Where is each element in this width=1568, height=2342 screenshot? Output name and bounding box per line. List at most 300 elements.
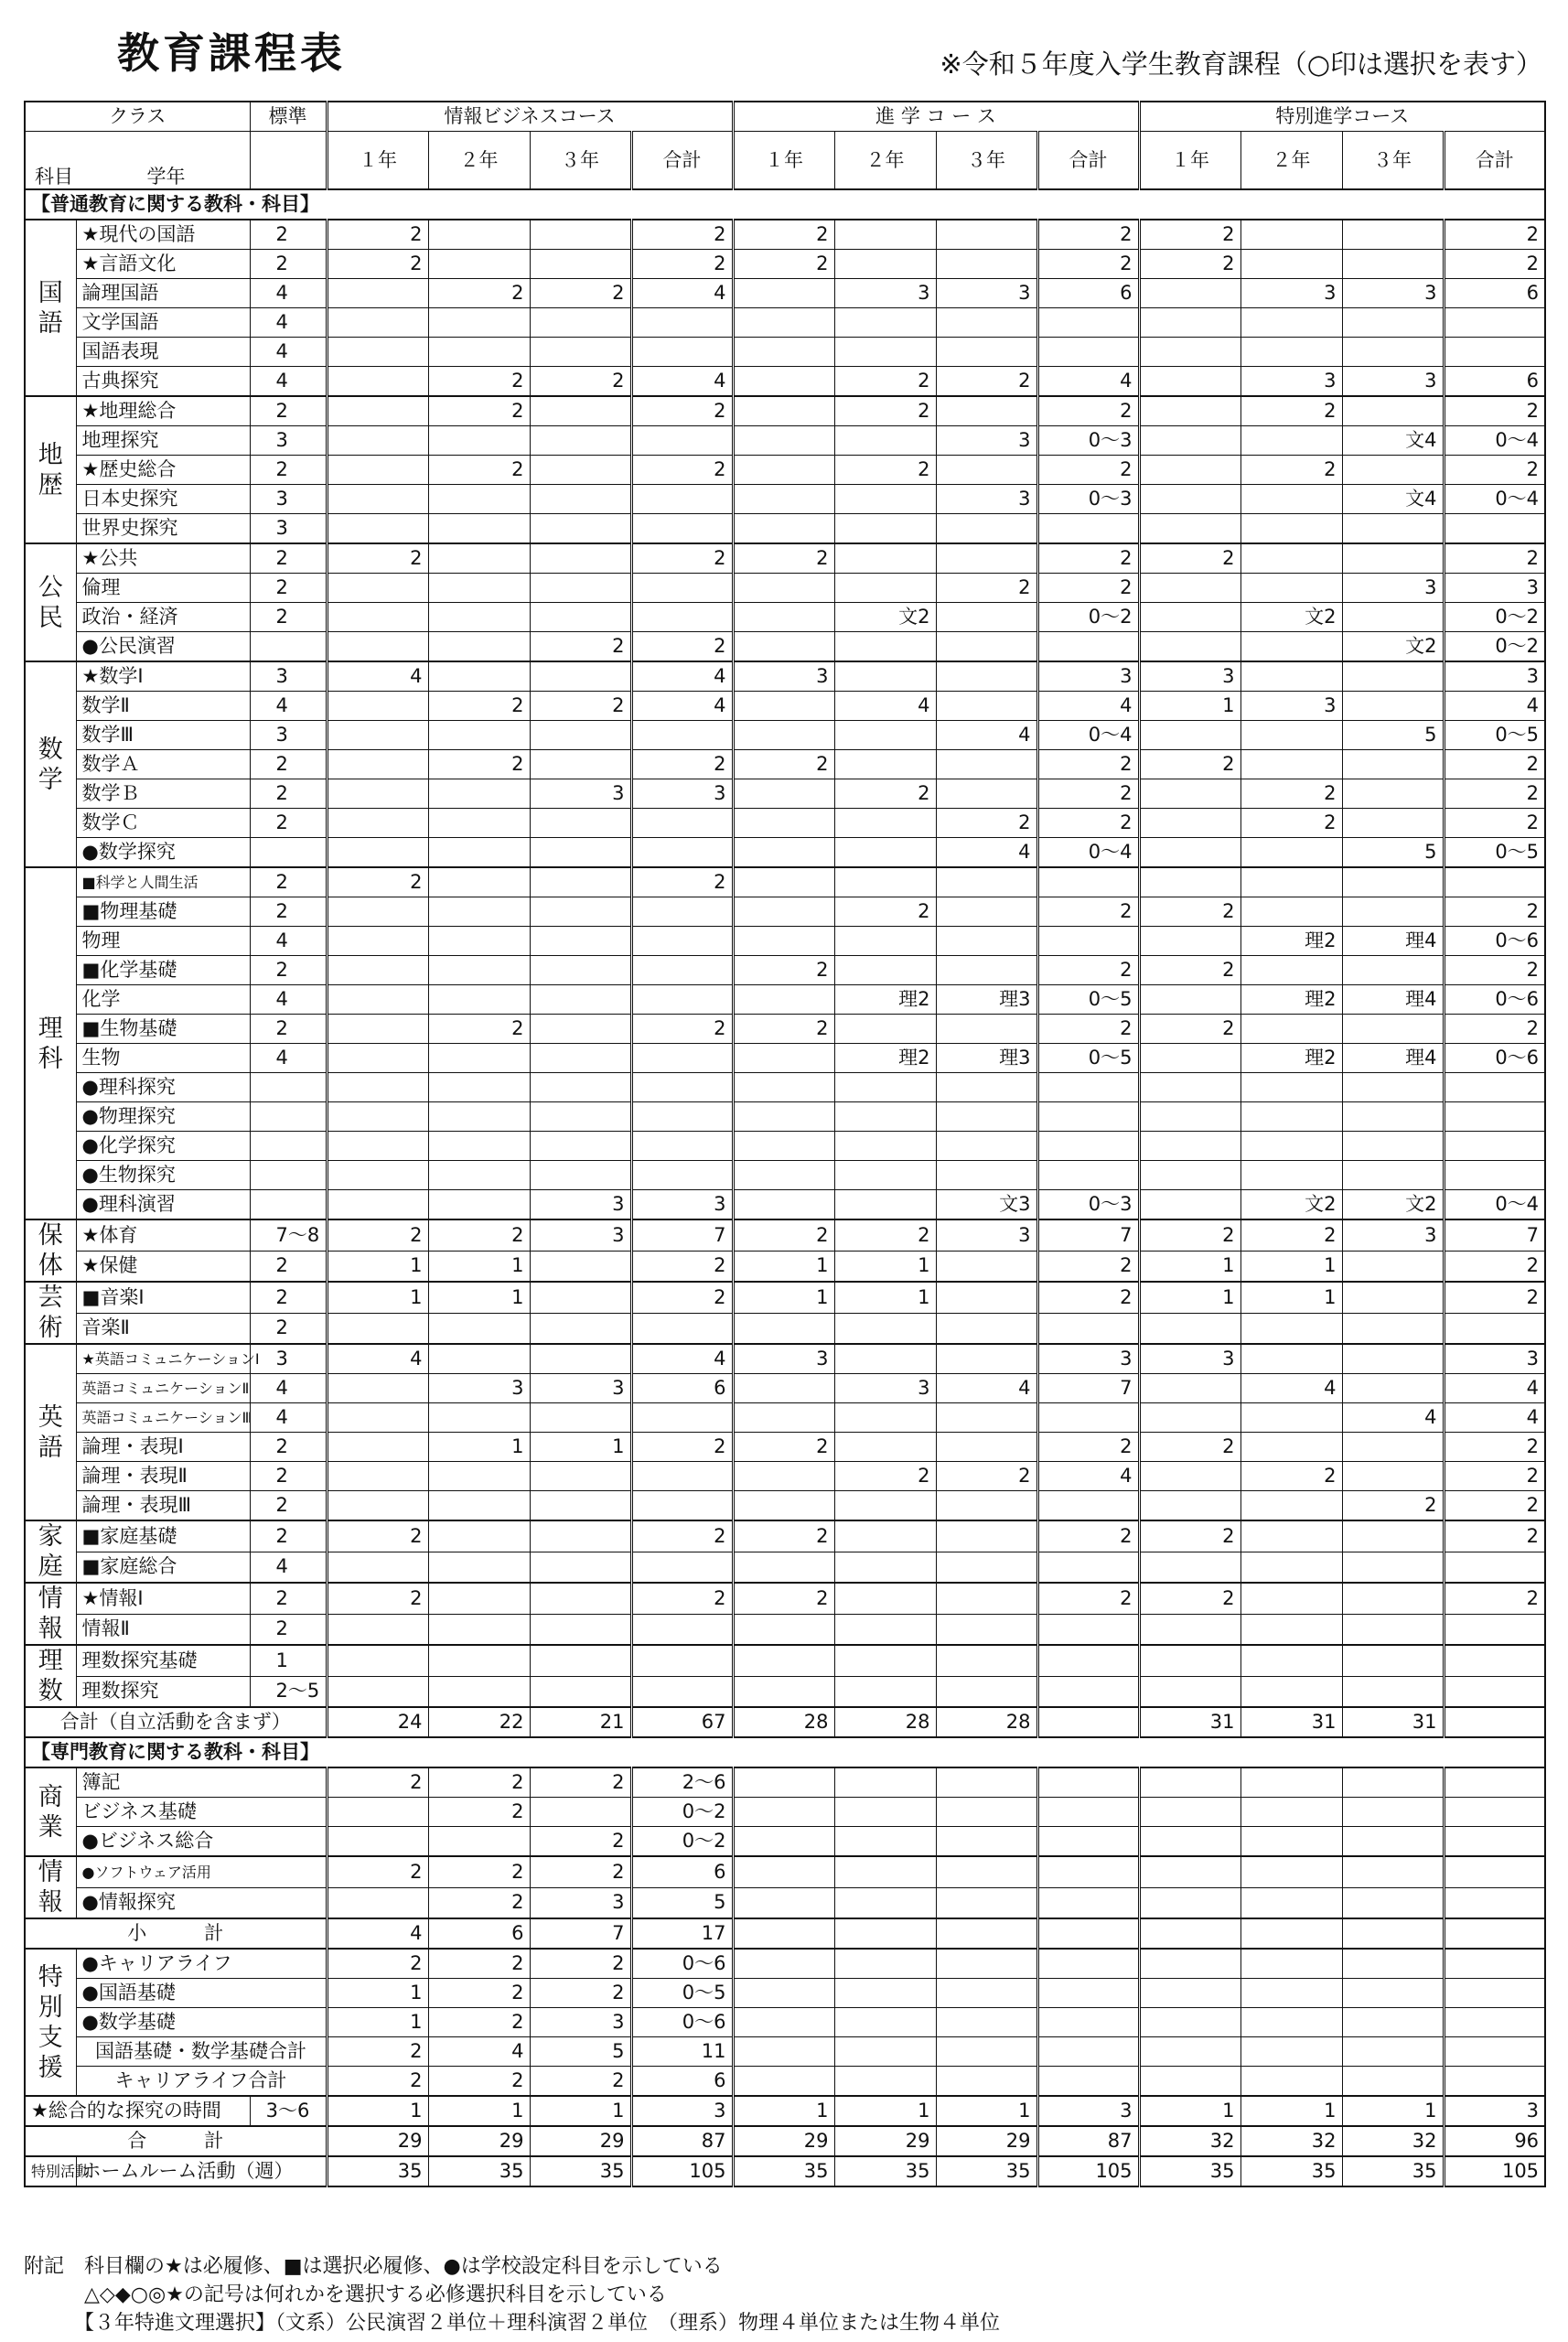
subject-row [25, 1491, 1545, 1521]
value-cell [428, 1520, 530, 1552]
subject-row [25, 1767, 1545, 1798]
empty-cell [1240, 1979, 1342, 2008]
value-cell: 2 [530, 1767, 631, 1798]
value-cell: 2 [1139, 750, 1240, 779]
value-cell: 2 [327, 1520, 428, 1552]
value-cell: 2 [631, 1520, 733, 1552]
value-cell [1037, 1403, 1139, 1433]
value-cell [733, 426, 834, 456]
subject-name: ●ビジネス総合 [76, 1827, 327, 1857]
value-cell [327, 692, 428, 721]
value-cell [936, 1132, 1037, 1161]
value-cell: 3 [631, 1190, 733, 1220]
value-cell: 28 [834, 1707, 936, 1737]
empty-cell [1444, 1979, 1545, 2008]
value-cell: 2 [1444, 543, 1545, 574]
value-cell: 6 [631, 1374, 733, 1403]
value-cell [530, 220, 631, 250]
value-cell: 2 [428, 279, 530, 308]
value-cell [631, 1073, 733, 1102]
standard-credits: 4 [250, 279, 327, 308]
empty-cell [1037, 2067, 1139, 2097]
value-cell [327, 1827, 428, 1857]
subject-name: 物理 [76, 927, 250, 956]
value-cell [1240, 1583, 1342, 1614]
value-cell [530, 543, 631, 574]
value-cell [530, 927, 631, 956]
subject-row [25, 220, 1545, 250]
subject-name: 世界史探究 [76, 514, 250, 544]
subject-row [25, 1520, 1545, 1552]
value-cell [1240, 1645, 1342, 1676]
subject-name: 数学Ⅱ [76, 692, 250, 721]
empty-cell [1342, 1918, 1444, 1949]
value-cell: 28 [936, 1707, 1037, 1737]
header-course-advance: 進 学 コ ー ス [733, 102, 1139, 132]
subject-row [25, 750, 1545, 779]
value-cell [1240, 574, 1342, 603]
empty-cell [1444, 2008, 1545, 2037]
subject-row [25, 1102, 1545, 1132]
value-cell [1240, 543, 1342, 574]
value-cell [1342, 1161, 1444, 1190]
value-cell: 2 [1240, 779, 1342, 809]
standard-credits: 2 [250, 250, 327, 279]
value-cell [834, 1313, 936, 1344]
value-cell [327, 279, 428, 308]
value-cell: 0〜5 [1444, 721, 1545, 750]
value-cell: 2 [1139, 543, 1240, 574]
value-cell [1139, 1044, 1240, 1073]
subject-row [25, 1132, 1545, 1161]
subject-name: 論理・表現Ⅱ [76, 1462, 250, 1491]
value-cell [631, 838, 733, 868]
value-cell: 2 [733, 750, 834, 779]
subject-name: 論理国語 [76, 279, 250, 308]
value-cell [631, 927, 733, 956]
general-total-row [25, 1707, 1545, 1737]
header-course-row [25, 102, 1545, 132]
subject-name: 国語表現 [76, 338, 250, 367]
curriculum-table-body [25, 102, 1545, 2186]
standard-credits: 4 [250, 1403, 327, 1433]
value-cell [1342, 308, 1444, 338]
empty-cell [936, 1887, 1037, 1918]
value-cell: 1 [428, 1282, 530, 1313]
empty-cell [834, 1918, 936, 1949]
value-cell [1342, 1462, 1444, 1491]
value-cell: 0〜4 [1037, 838, 1139, 868]
value-cell: 2 [1240, 1462, 1342, 1491]
value-cell: 4 [327, 1344, 428, 1374]
value-cell: 4 [327, 1918, 428, 1949]
value-cell: 2 [1444, 456, 1545, 485]
empty-cell [733, 1918, 834, 1949]
value-cell: 2 [631, 250, 733, 279]
value-cell: 2 [327, 220, 428, 250]
subject-name: 数学Ｂ [76, 779, 250, 809]
empty-cell [1444, 1856, 1545, 1887]
value-cell [1139, 1614, 1240, 1645]
value-cell [936, 308, 1037, 338]
value-cell [631, 1645, 733, 1676]
value-cell [428, 838, 530, 868]
value-cell: 3 [936, 1219, 1037, 1251]
empty-cell [1342, 1767, 1444, 1798]
value-cell [428, 1190, 530, 1220]
value-cell [631, 956, 733, 985]
value-cell [834, 1583, 936, 1614]
empty-cell [936, 1827, 1037, 1857]
standard-credits: 2 [250, 1251, 327, 1282]
subject-row [25, 1614, 1545, 1645]
value-cell [530, 721, 631, 750]
value-cell: 2 [1037, 250, 1139, 279]
value-cell [530, 485, 631, 514]
value-cell: 4 [631, 692, 733, 721]
subject-name: ●理科探究 [76, 1073, 250, 1102]
value-cell [733, 809, 834, 838]
value-cell: 29 [428, 2126, 530, 2156]
value-cell [936, 1102, 1037, 1132]
empty-cell [733, 1798, 834, 1827]
empty-cell [1444, 1798, 1545, 1827]
value-cell [530, 1491, 631, 1521]
subject-name: ●情報探究 [76, 1887, 327, 1918]
subject-row [25, 1949, 1545, 1979]
value-cell: 文4 [1342, 426, 1444, 456]
value-cell: 2 [631, 456, 733, 485]
value-cell: 105 [631, 2156, 733, 2186]
value-cell: 3 [1444, 1344, 1545, 1374]
value-cell: 2 [1037, 456, 1139, 485]
value-cell [530, 308, 631, 338]
value-cell [428, 1676, 530, 1707]
value-cell: 2 [428, 1949, 530, 1979]
value-cell [1240, 426, 1342, 456]
value-cell [834, 514, 936, 544]
subject-row [25, 1676, 1545, 1707]
section-row [25, 189, 1545, 220]
value-cell: 105 [1037, 2156, 1139, 2186]
footer-notes [24, 2252, 1000, 2337]
value-cell [733, 1403, 834, 1433]
value-cell [1342, 543, 1444, 574]
value-cell: 3 [1139, 661, 1240, 692]
value-cell [733, 632, 834, 662]
value-cell [1444, 1073, 1545, 1102]
standard-credits: 3 [250, 485, 327, 514]
value-cell [834, 485, 936, 514]
value-cell [428, 809, 530, 838]
value-cell: 2 [1037, 220, 1139, 250]
value-cell [428, 779, 530, 809]
subject-row [25, 1015, 1545, 1044]
value-cell [733, 1374, 834, 1403]
value-cell [1444, 1707, 1545, 1737]
standard-credits: 2 [250, 1433, 327, 1462]
value-cell [428, 1132, 530, 1161]
value-cell: 7 [631, 1219, 733, 1251]
subject-row [25, 2037, 1545, 2067]
value-cell: 0〜6 [1444, 927, 1545, 956]
standard-credits: 2 [250, 1313, 327, 1344]
value-cell: 3 [1342, 574, 1444, 603]
value-cell [733, 838, 834, 868]
value-cell [327, 603, 428, 632]
empty-cell [1240, 1949, 1342, 1979]
value-cell: 2 [936, 367, 1037, 397]
value-cell [1037, 927, 1139, 956]
value-cell [1037, 1676, 1139, 1707]
subject-row [25, 1798, 1545, 1827]
value-cell [1342, 603, 1444, 632]
value-cell [327, 750, 428, 779]
empty-cell [733, 1887, 834, 1918]
value-cell [530, 1313, 631, 1344]
subject-name: 論理・表現Ⅰ [76, 1433, 250, 1462]
value-cell [1139, 838, 1240, 868]
value-cell [1139, 603, 1240, 632]
header-course-info-business: 情報ビジネスコース [327, 102, 733, 132]
standard-credits: 2 [250, 396, 327, 426]
subject-row [25, 1161, 1545, 1190]
empty-cell [1444, 1827, 1545, 1857]
standard-credits: 2 [250, 220, 327, 250]
section-title: 【普通教育に関する教科・科目】 [25, 189, 1545, 220]
subject-name: ●化学探究 [76, 1132, 250, 1161]
value-cell [327, 1552, 428, 1583]
value-cell: 2 [1444, 956, 1545, 985]
value-cell [733, 779, 834, 809]
value-cell [1240, 632, 1342, 662]
value-cell [733, 456, 834, 485]
value-cell [1240, 1313, 1342, 1344]
subject-row [25, 485, 1545, 514]
empty-cell [936, 2037, 1037, 2067]
value-cell [428, 426, 530, 456]
value-cell [530, 1251, 631, 1282]
value-cell: 4 [1037, 367, 1139, 397]
value-cell [327, 1645, 428, 1676]
empty-cell [1240, 2008, 1342, 2037]
value-cell [936, 338, 1037, 367]
value-cell [530, 338, 631, 367]
value-cell [327, 426, 428, 456]
value-cell [1240, 838, 1342, 868]
value-cell [327, 1798, 428, 1827]
subject-name: 古典探究 [76, 367, 250, 397]
value-cell [936, 456, 1037, 485]
value-cell: 1 [1139, 692, 1240, 721]
value-cell: 1 [733, 1282, 834, 1313]
value-cell: 2 [1037, 809, 1139, 838]
value-cell [1139, 1462, 1240, 1491]
value-cell [327, 838, 428, 868]
value-cell: 3 [530, 1887, 631, 1918]
value-cell: 1 [733, 1251, 834, 1282]
value-cell: 31 [1342, 1707, 1444, 1737]
standard-credits: 3〜6 [250, 2096, 327, 2126]
value-cell: 0〜3 [1037, 1190, 1139, 1220]
value-cell [1139, 1132, 1240, 1161]
value-cell [327, 927, 428, 956]
value-cell [1037, 632, 1139, 662]
standard-credits [250, 1161, 327, 1190]
value-cell: 22 [428, 1707, 530, 1737]
pro-subtotal-label: 小 計 [25, 1918, 327, 1949]
year-label: 合計 [1037, 132, 1139, 190]
value-cell: 理2 [1240, 985, 1342, 1015]
value-cell [530, 1462, 631, 1491]
value-cell: 2 [1444, 750, 1545, 779]
value-cell: 1 [428, 2096, 530, 2126]
empty-cell [1342, 1798, 1444, 1827]
value-cell [428, 1044, 530, 1073]
value-cell: 0〜5 [1037, 1044, 1139, 1073]
value-cell: 2 [327, 2037, 428, 2067]
value-cell: 2 [1240, 809, 1342, 838]
value-cell [733, 485, 834, 514]
empty-cell [1240, 1827, 1342, 1857]
value-cell [428, 514, 530, 544]
value-cell [1444, 1161, 1545, 1190]
value-cell: 1 [1240, 2096, 1342, 2126]
group-label: 家庭 [25, 1520, 76, 1583]
value-cell: 35 [1342, 2156, 1444, 2186]
subject-name: ●キャリアライフ [76, 1949, 327, 1979]
group-label: 国語 [25, 220, 76, 396]
value-cell: 4 [1444, 692, 1545, 721]
value-cell: 2 [428, 750, 530, 779]
value-cell [1342, 750, 1444, 779]
empty-cell [1139, 1918, 1240, 1949]
value-cell: 3 [1342, 367, 1444, 397]
value-cell [1342, 1282, 1444, 1313]
value-cell [834, 1161, 936, 1190]
value-cell [1240, 1132, 1342, 1161]
subject-row [25, 1583, 1545, 1614]
value-cell [631, 1462, 733, 1491]
subject-name: 英語コミュニケーションⅢ [76, 1403, 250, 1433]
value-cell [428, 1462, 530, 1491]
value-cell: 2 [631, 1282, 733, 1313]
subject-name: ■化学基礎 [76, 956, 250, 985]
value-cell [834, 632, 936, 662]
empty-cell [1139, 1827, 1240, 1857]
value-cell: 3 [1037, 1344, 1139, 1374]
value-cell [327, 367, 428, 397]
value-cell [1139, 721, 1240, 750]
standard-credits: 2 [250, 1491, 327, 1521]
group-label: 保体 [25, 1219, 76, 1282]
value-cell [1037, 1161, 1139, 1190]
value-cell [1037, 1552, 1139, 1583]
standard-credits [250, 1073, 327, 1102]
value-cell [327, 1433, 428, 1462]
value-cell: 4 [936, 838, 1037, 868]
value-cell [733, 1462, 834, 1491]
value-cell [1139, 338, 1240, 367]
value-cell [733, 1161, 834, 1190]
value-cell [834, 661, 936, 692]
group-label: 商業 [25, 1767, 76, 1856]
value-cell: 2 [1139, 956, 1240, 985]
value-cell: 96 [1444, 2126, 1545, 2156]
value-cell: 5 [530, 2037, 631, 2067]
subject-row [25, 1645, 1545, 1676]
value-cell: 3 [1037, 2096, 1139, 2126]
subject-name: ★情報Ⅰ [76, 1583, 250, 1614]
subject-row [25, 1403, 1545, 1433]
value-cell: 2 [1037, 1520, 1139, 1552]
value-cell [733, 1645, 834, 1676]
value-cell [428, 1491, 530, 1521]
value-cell [1139, 1313, 1240, 1344]
value-cell [631, 809, 733, 838]
group-label: 特別支援 [25, 1949, 76, 2096]
value-cell: 2 [834, 1219, 936, 1251]
page-title: 教育課程表 [117, 28, 346, 78]
value-cell [1139, 1102, 1240, 1132]
standard-credits: 3 [250, 514, 327, 544]
empty-cell [1139, 1949, 1240, 1979]
value-cell [530, 1132, 631, 1161]
value-cell [936, 396, 1037, 426]
value-cell [1240, 1552, 1342, 1583]
value-cell [733, 574, 834, 603]
value-cell [834, 1102, 936, 1132]
value-cell [733, 338, 834, 367]
subject-name: ●公民演習 [76, 632, 250, 662]
subject-row [25, 867, 1545, 897]
value-cell: 2 [530, 1949, 631, 1979]
value-cell [327, 514, 428, 544]
value-cell: 1 [1240, 1251, 1342, 1282]
value-cell [936, 1403, 1037, 1433]
value-cell: 0〜4 [1444, 485, 1545, 514]
value-cell: 2 [1037, 1282, 1139, 1313]
subject-name: ★言語文化 [76, 250, 250, 279]
year-label: ３年 [1342, 132, 1444, 190]
standard-credits: 2〜5 [250, 1676, 327, 1707]
value-cell: 6 [631, 2067, 733, 2097]
value-cell [327, 1044, 428, 1073]
value-cell [733, 1614, 834, 1645]
value-cell: 3 [834, 279, 936, 308]
empty-cell [936, 1979, 1037, 2008]
value-cell [327, 956, 428, 985]
standard-credits: 2 [250, 543, 327, 574]
value-cell: 7 [1444, 1219, 1545, 1251]
subject-row [25, 897, 1545, 927]
value-cell: 28 [733, 1707, 834, 1737]
empty-cell [1037, 2008, 1139, 2037]
value-cell: 0〜5 [631, 1979, 733, 2008]
empty-cell [1342, 1949, 1444, 1979]
subject-row [25, 1073, 1545, 1102]
subject-name: 政治・経済 [76, 603, 250, 632]
value-cell [327, 1614, 428, 1645]
value-cell [1342, 1552, 1444, 1583]
value-cell: 2 [1037, 956, 1139, 985]
subject-row [25, 1313, 1545, 1344]
empty-cell [1342, 1856, 1444, 1887]
subject-name: キャリアライフ合計 [76, 2067, 327, 2097]
subject-name: ■音楽Ⅰ [76, 1282, 250, 1313]
standard-credits: 2 [250, 867, 327, 897]
standard-credits: 7〜8 [250, 1219, 327, 1251]
